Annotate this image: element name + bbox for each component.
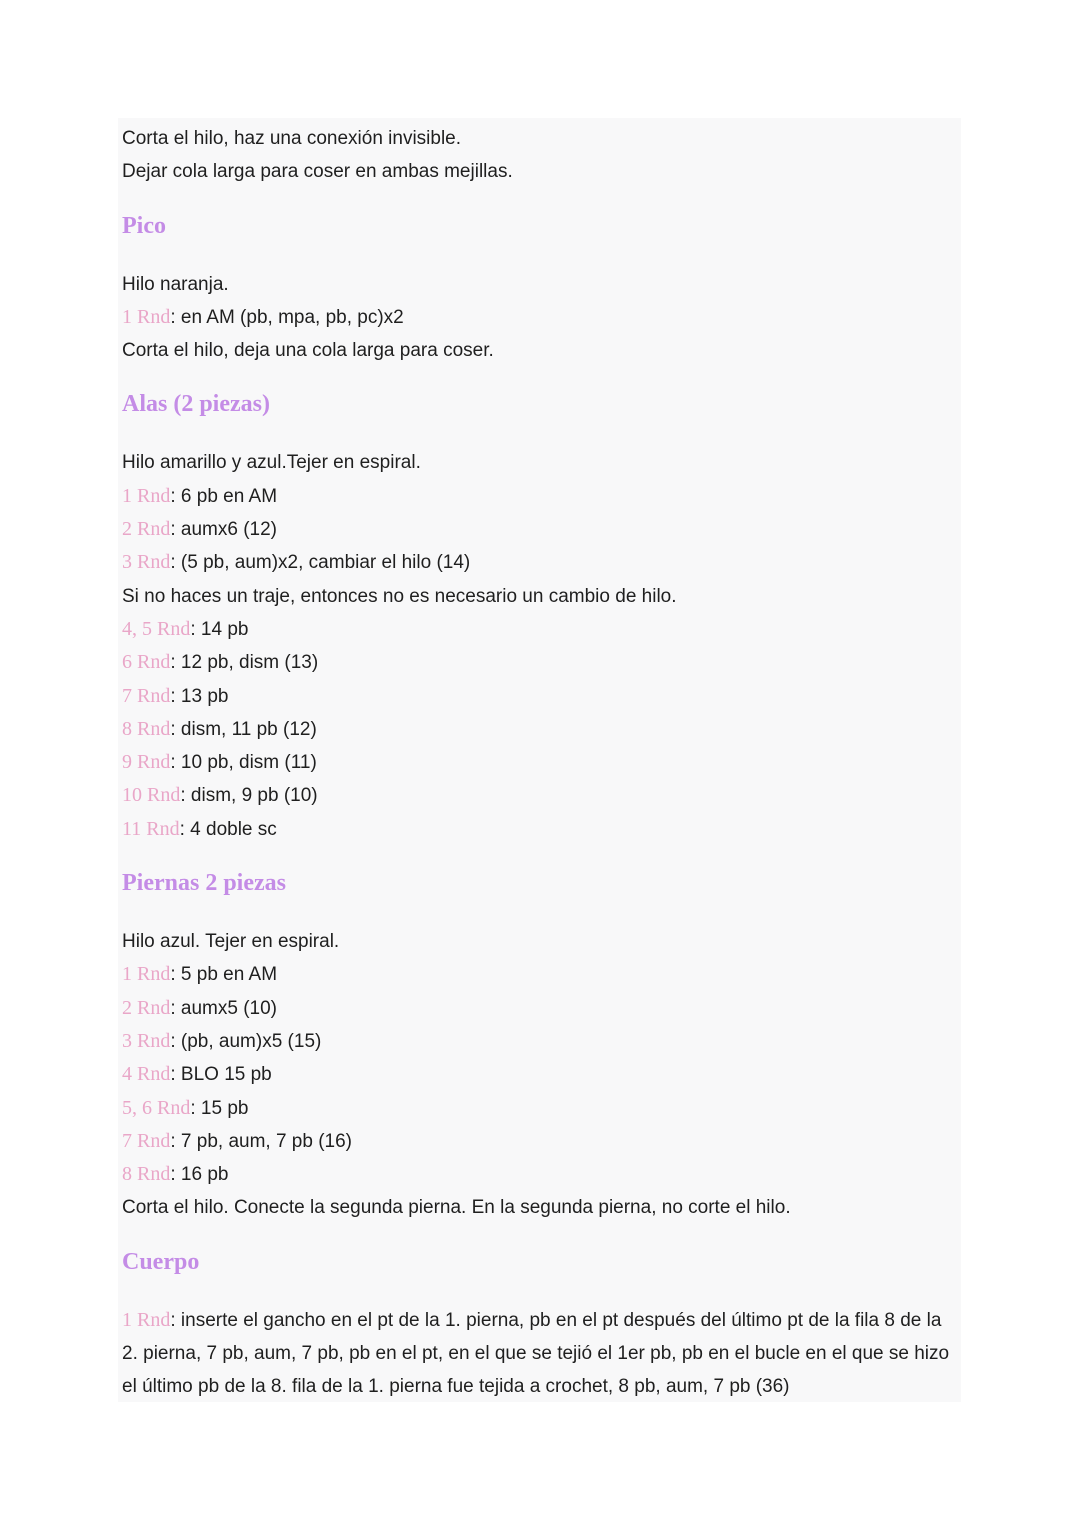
round-text: : aumx5 (10): [170, 997, 277, 1019]
round-label: 3 Rnd: [122, 551, 171, 574]
round-text: : (5 pb, aum)x2, cambiar el hilo (14): [170, 552, 471, 574]
section-heading-cuerpo: Cuerpo: [122, 1248, 200, 1275]
round-label: 10 Rnd: [122, 784, 181, 807]
round-text: : inserte el gancho en el pt de la 1. pierna, pb en el pt después del último pt de la fila 8 de la 2. pierna, 7 pb, aum, 7 pb, pb en el pt, en el que se tejió el 1er pb, pb en el bucle en el que se hizo el último pb de la 8. fila de la 1. pierna fue tejida a crochet, 8 pb, aum, 7 pb (36): [122, 1309, 950, 1398]
round-label: 2 Rnd: [122, 996, 171, 1019]
round-text: : BLO 15 pb: [170, 1064, 272, 1086]
round-label: 1 Rnd: [122, 963, 171, 986]
round-line: [122, 1158, 952, 1191]
instruction-line: Corta el hilo. Conecte la segunda pierna. En la segunda pierna, no corte el hilo.: [122, 1197, 791, 1219]
intro-line: Corta el hilo, haz una conexión invisible.: [122, 128, 462, 149]
round-text: : dism, 9 pb (10): [180, 785, 318, 807]
round-label: 7 Rnd: [122, 1129, 171, 1152]
round-line: [122, 480, 952, 513]
document-body: [122, 118, 952, 1404]
round-text: : 7 pb, aum, 7 pb (16): [170, 1130, 353, 1152]
round-line: [122, 680, 952, 713]
round-text: : 15 pb: [190, 1097, 249, 1119]
round-label: 8 Rnd: [122, 717, 171, 740]
round-line: [122, 813, 952, 846]
round-label: 4 Rnd: [122, 1063, 171, 1086]
round-text: : 14 pb: [190, 618, 249, 640]
round-label: 7 Rnd: [122, 684, 171, 707]
round-text: : aumx6 (12): [170, 519, 277, 541]
round-text: : en AM (pb, mpa, pb, pc)x2: [170, 306, 404, 328]
intro-line: Dejar cola larga para coser en ambas mejillas.: [122, 161, 513, 183]
round-line: [122, 1125, 952, 1158]
round-label: 5, 6 Rnd: [122, 1096, 191, 1119]
instruction-line: Corta el hilo, deja una cola larga para coser.: [122, 340, 494, 362]
instruction-line: Hilo azul. Tejer en espiral.: [122, 931, 340, 953]
instruction-line: Hilo naranja.: [122, 273, 229, 295]
round-line: [122, 1025, 952, 1058]
round-text: : 13 pb: [170, 685, 229, 707]
round-text: : 10 pb, dism (11): [170, 752, 317, 774]
round-text: : 12 pb, dism (13): [170, 652, 319, 674]
round-text: : 5 pb en AM: [170, 964, 278, 986]
round-line: [122, 1058, 952, 1091]
round-line: [122, 1092, 952, 1125]
round-line: [122, 301, 952, 334]
section-piernas: [122, 925, 952, 1225]
section-heading-piernas: Piernas 2 piezas: [122, 870, 286, 897]
section-heading-alas: Alas (2 piezas): [122, 391, 270, 418]
round-label: 6 Rnd: [122, 651, 171, 674]
round-text: : 6 pb en AM: [170, 485, 278, 507]
section-alas: [122, 446, 952, 846]
instruction-line: Hilo amarillo y azul.Tejer en espiral.: [122, 452, 421, 474]
round-paragraph: [122, 1304, 950, 1404]
round-line: [122, 958, 952, 991]
round-label: 2 Rnd: [122, 518, 171, 541]
round-text: : dism, 11 pb (12): [170, 718, 317, 740]
section-heading-pico: Pico: [122, 212, 166, 239]
round-line: [122, 546, 952, 579]
round-line: [122, 779, 952, 812]
round-line: [122, 746, 952, 779]
round-label: 1 Rnd: [122, 1308, 171, 1331]
section-cuerpo: [122, 1304, 952, 1404]
round-line: [122, 646, 952, 679]
round-line: [122, 613, 952, 646]
round-label: 1 Rnd: [122, 305, 171, 328]
round-label: 3 Rnd: [122, 1029, 171, 1052]
round-text: : 16 pb: [170, 1164, 229, 1186]
document-panel: [118, 118, 961, 1402]
round-line: [122, 992, 952, 1025]
round-line: [122, 513, 952, 546]
round-label: 1 Rnd: [122, 484, 171, 507]
round-line: [122, 713, 952, 746]
round-text: : (pb, aum)x5 (15): [170, 1030, 322, 1052]
round-label: 9 Rnd: [122, 751, 171, 774]
instruction-line: Si no haces un traje, entonces no es necesario un cambio de hilo.: [122, 585, 677, 607]
round-label: 11 Rnd: [122, 817, 180, 840]
round-label: 4, 5 Rnd: [122, 617, 191, 640]
round-label: 8 Rnd: [122, 1163, 171, 1186]
section-pico: [122, 268, 952, 368]
round-text: : 4 doble sc: [179, 818, 277, 840]
